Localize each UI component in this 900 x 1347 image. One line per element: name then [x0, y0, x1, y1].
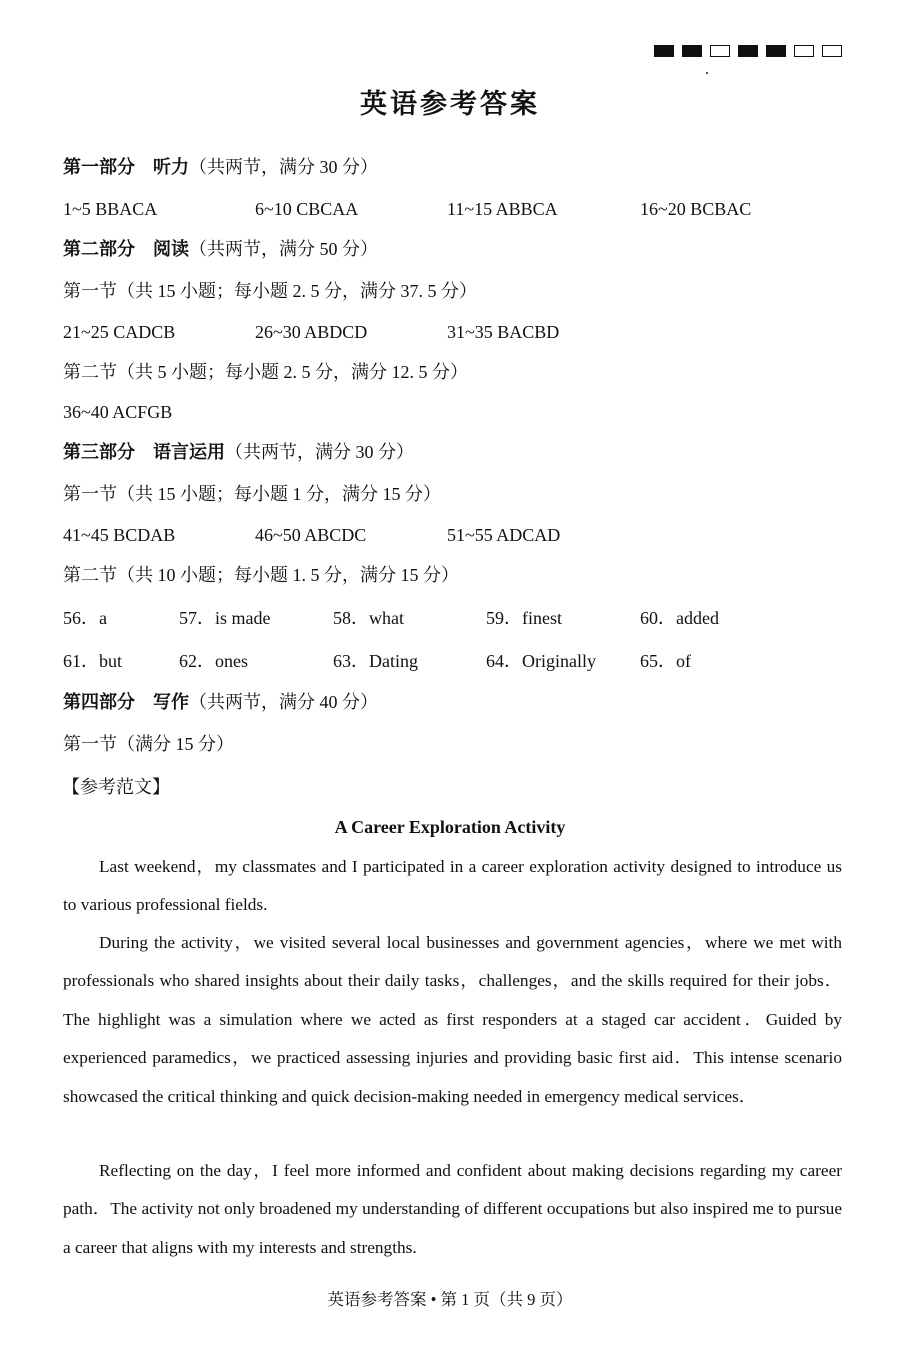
corner-mark [766, 45, 786, 57]
part2-name: 第二部分 [63, 239, 135, 259]
part3-heading [63, 440, 414, 464]
part1-name: 第一部分 [63, 157, 135, 177]
part4-heading [63, 690, 378, 714]
answer-group: 31~35 BACBD [447, 322, 560, 342]
part3-section2-heading: 第二节（共 10 小题；每小题 1. 5 分，满分 15 分） [63, 565, 459, 585]
part2-section2-heading: 第二节（共 5 小题；每小题 2. 5 分，满分 12. 5 分） [63, 362, 468, 382]
corner-mark [654, 45, 674, 57]
part4-name: 第四部分 [63, 692, 135, 712]
corner-mark [738, 45, 758, 57]
answer-group: 51~55 ADCAD [447, 525, 561, 545]
corner-mark [710, 45, 730, 57]
part1-subject: 听力 [153, 157, 189, 177]
fill-answer: 57．is made [179, 608, 271, 628]
fill-answer: 62．ones [179, 651, 248, 671]
part2-subject: 阅读 [153, 239, 189, 259]
part2-note: （共两节，满分 50 分） [189, 239, 378, 259]
fill-answer: 60．added [640, 608, 719, 628]
answer-group: 6~10 CBCAA [255, 199, 359, 219]
page-footer: 英语参考答案 • 第 1 页（共 9 页） [327, 1290, 573, 1309]
sample-essay-label: 【参考范文】 [62, 777, 170, 797]
part2-section1-heading: 第一节（共 15 小题；每小题 2. 5 分，满分 37. 5 分） [63, 281, 477, 301]
part3-name: 第三部分 [63, 442, 135, 462]
answer-group: 36~40 ACFGB [63, 402, 173, 422]
part3-section1-heading: 第一节（共 15 小题；每小题 1 分，满分 15 分） [63, 484, 441, 504]
corner-mark [682, 45, 702, 57]
essay-paragraph: During the activity，we visited several local businesses and government agencies，where we met with professionals who shared insights about their daily tasks，challenges，and the skills required for their jobs．The highlight was a simulation where we acted as first responders at a staged car accident．Guided by experienced paramedics，we practiced assessing injuries and providing basic first aid．This intense scenario showcased the critical thinking and quick decision-making needed in emergency medical services． [63, 933, 842, 1106]
part4-note: （共两节，满分 40 分） [189, 692, 378, 712]
part2-heading [63, 237, 378, 261]
answer-group: 26~30 ABDCD [255, 322, 368, 342]
corner-mark [822, 45, 842, 57]
part4-subject: 写作 [153, 692, 189, 712]
essay-paragraph: Reflecting on the day，I feel more informed and confident about making decisions regarding my career path．The activity not only broadened my understanding of different occupations but also inspired me to pursue a career that aligns with my interests and strengths. [63, 1161, 842, 1257]
fill-answer: 64．Originally [486, 651, 596, 671]
corner-marks [654, 45, 842, 57]
fill-answer: 59．finest [486, 608, 562, 628]
part3-note: （共两节，满分 30 分） [225, 442, 414, 462]
part3-subject: 语言运用 [153, 442, 225, 462]
fill-answer: 56．a [63, 608, 107, 628]
answer-group: 46~50 ABCDC [255, 525, 367, 545]
scan-dot [706, 72, 708, 74]
answer-group: 21~25 CADCB [63, 322, 176, 342]
fill-answer: 63．Dating [333, 651, 418, 671]
page-title: 英语参考答案 [360, 89, 540, 119]
part1-note: （共两节，满分 30 分） [189, 157, 378, 177]
part1-heading [63, 155, 378, 179]
answer-group: 11~15 ABBCA [447, 199, 558, 219]
answer-group: 1~5 BBACA [63, 199, 158, 219]
answer-group: 41~45 BCDAB [63, 525, 176, 545]
fill-answer: 61．but [63, 651, 123, 671]
fill-answer: 58．what [333, 608, 404, 628]
essay-paragraph: Last weekend，my classmates and I participated in a career exploration activity designed to introduce us to various professional fields. [63, 857, 842, 915]
essay-title: A Career Exploration Activity [334, 817, 566, 837]
answer-group: 16~20 BCBAC [640, 199, 752, 219]
part4-section1-heading: 第一节（满分 15 分） [63, 734, 234, 754]
fill-answer: 65．of [640, 651, 691, 671]
corner-mark [794, 45, 814, 57]
